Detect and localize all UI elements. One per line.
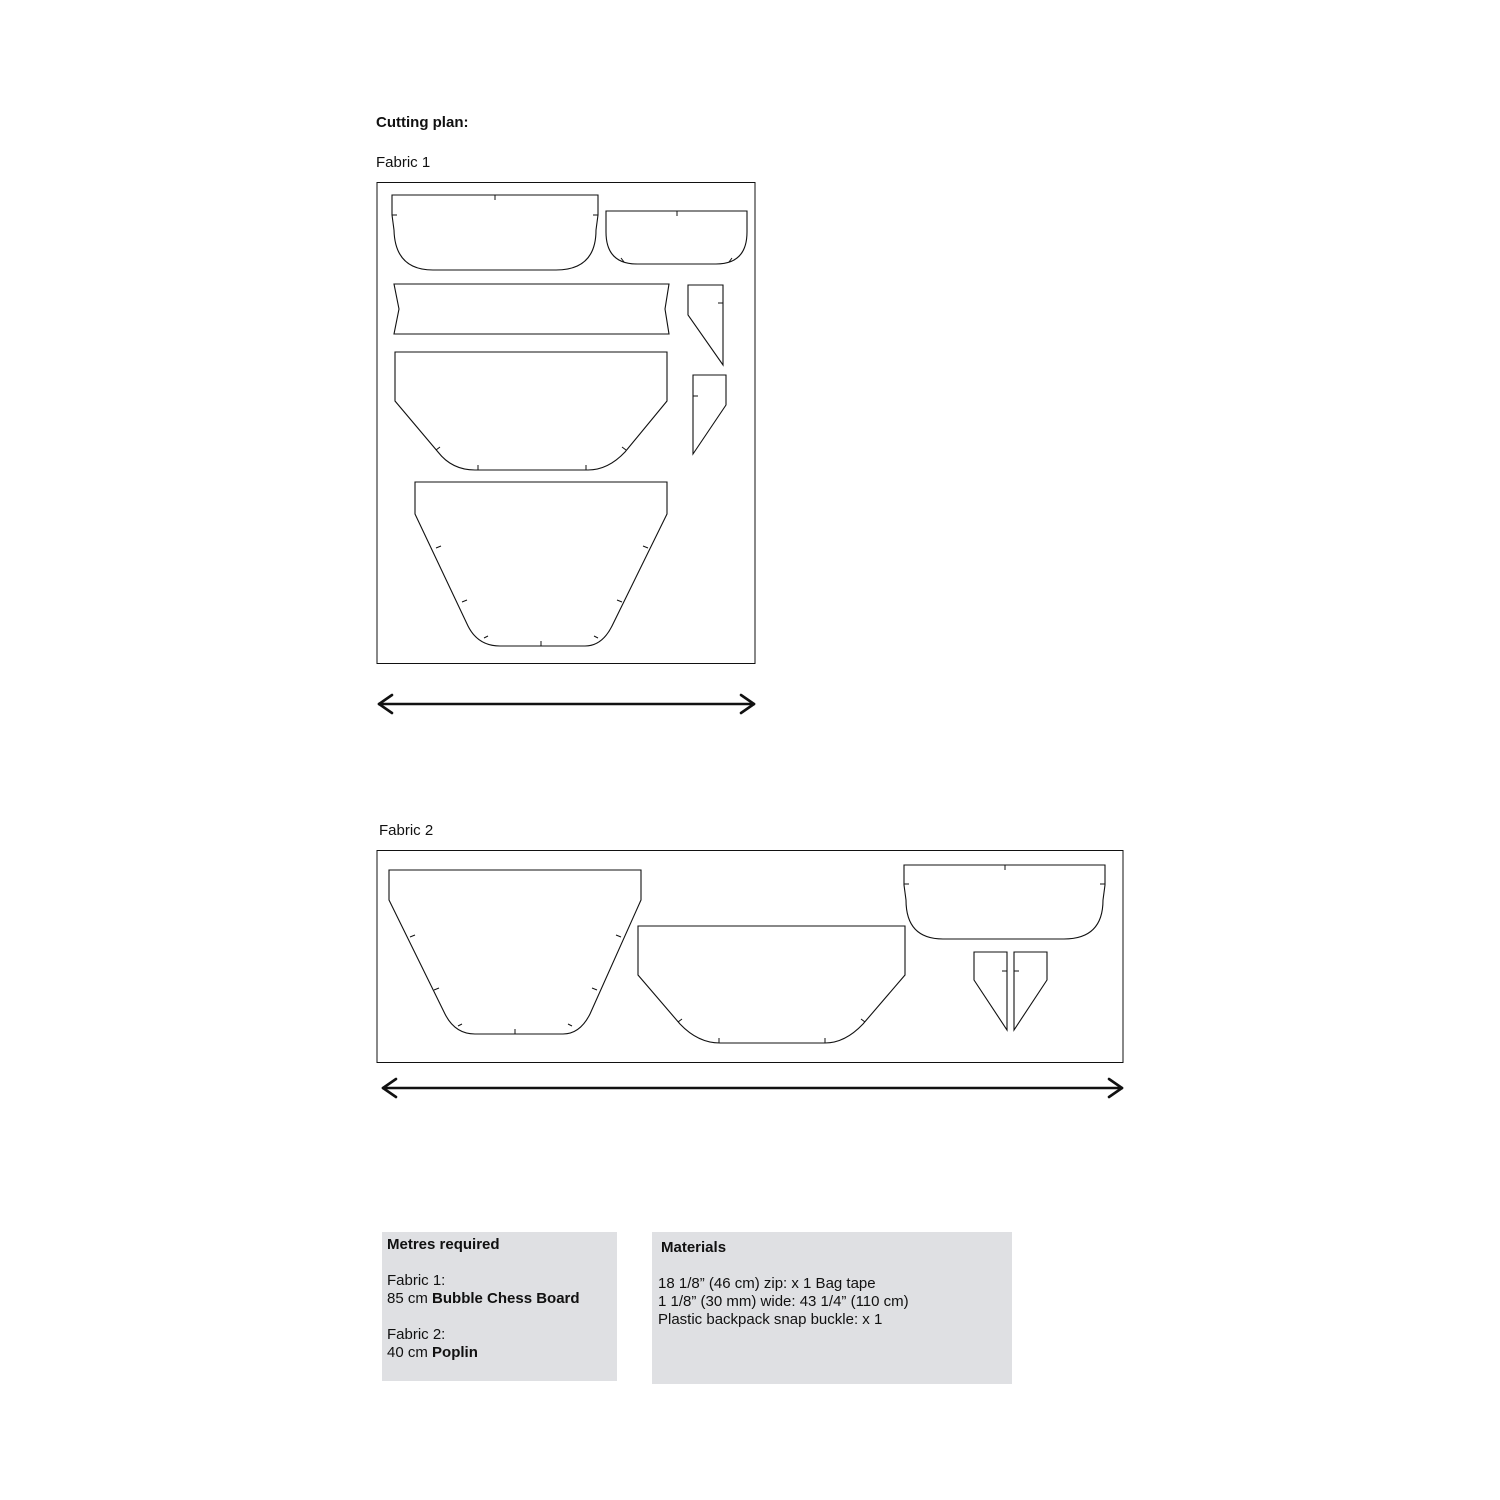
fabric-2-outline <box>377 851 1123 1063</box>
pattern-piece <box>904 865 1105 939</box>
fabric-2-amount: 40 cm <box>387 1344 428 1361</box>
page-title: Cutting plan: <box>376 114 469 131</box>
pattern-piece <box>693 375 726 454</box>
fabric-1-label: Fabric 1 <box>376 154 431 171</box>
materials-box <box>652 1232 1012 1384</box>
pattern-piece <box>415 482 667 646</box>
fabric-1-requirement-label: Fabric 1: <box>387 1272 446 1289</box>
materials-line: 1 1/8” (30 mm) wide: 43 1/4” (110 cm) <box>658 1293 909 1310</box>
metres-required-box <box>382 1232 617 1381</box>
fabric-1-name: Bubble Chess Board <box>432 1290 580 1307</box>
pattern-piece <box>395 352 667 470</box>
materials-line: Plastic backpack snap buckle: x 1 <box>658 1311 883 1328</box>
pattern-piece <box>392 195 598 270</box>
metres-title: Metres required <box>387 1236 500 1253</box>
fabric-2-layout <box>376 850 1126 1065</box>
materials-title: Materials <box>661 1239 727 1256</box>
fabric-2-label: Fabric 2 <box>379 822 434 839</box>
pattern-piece <box>638 926 905 1043</box>
fabric-2-requirement <box>387 1344 612 1362</box>
fabric-2-name: Poplin <box>432 1344 478 1361</box>
fabric-1-requirement <box>387 1290 612 1308</box>
fabric-2-requirement-label: Fabric 2: <box>387 1326 446 1343</box>
pattern-piece <box>1014 952 1047 1030</box>
materials-line: 18 1/8” (46 cm) zip: x 1 Bag tape <box>658 1275 876 1292</box>
pattern-piece <box>606 211 747 264</box>
fabric-1-layout <box>376 182 756 664</box>
pattern-piece <box>389 870 641 1034</box>
pattern-piece <box>394 284 669 334</box>
grainline-arrow-2 <box>374 1074 1134 1104</box>
pattern-piece <box>974 952 1007 1030</box>
pattern-piece <box>688 285 723 365</box>
grainline-arrow-1 <box>370 690 765 720</box>
fabric-1-amount: 85 cm <box>387 1290 428 1307</box>
fabric-1-outline <box>377 183 755 664</box>
